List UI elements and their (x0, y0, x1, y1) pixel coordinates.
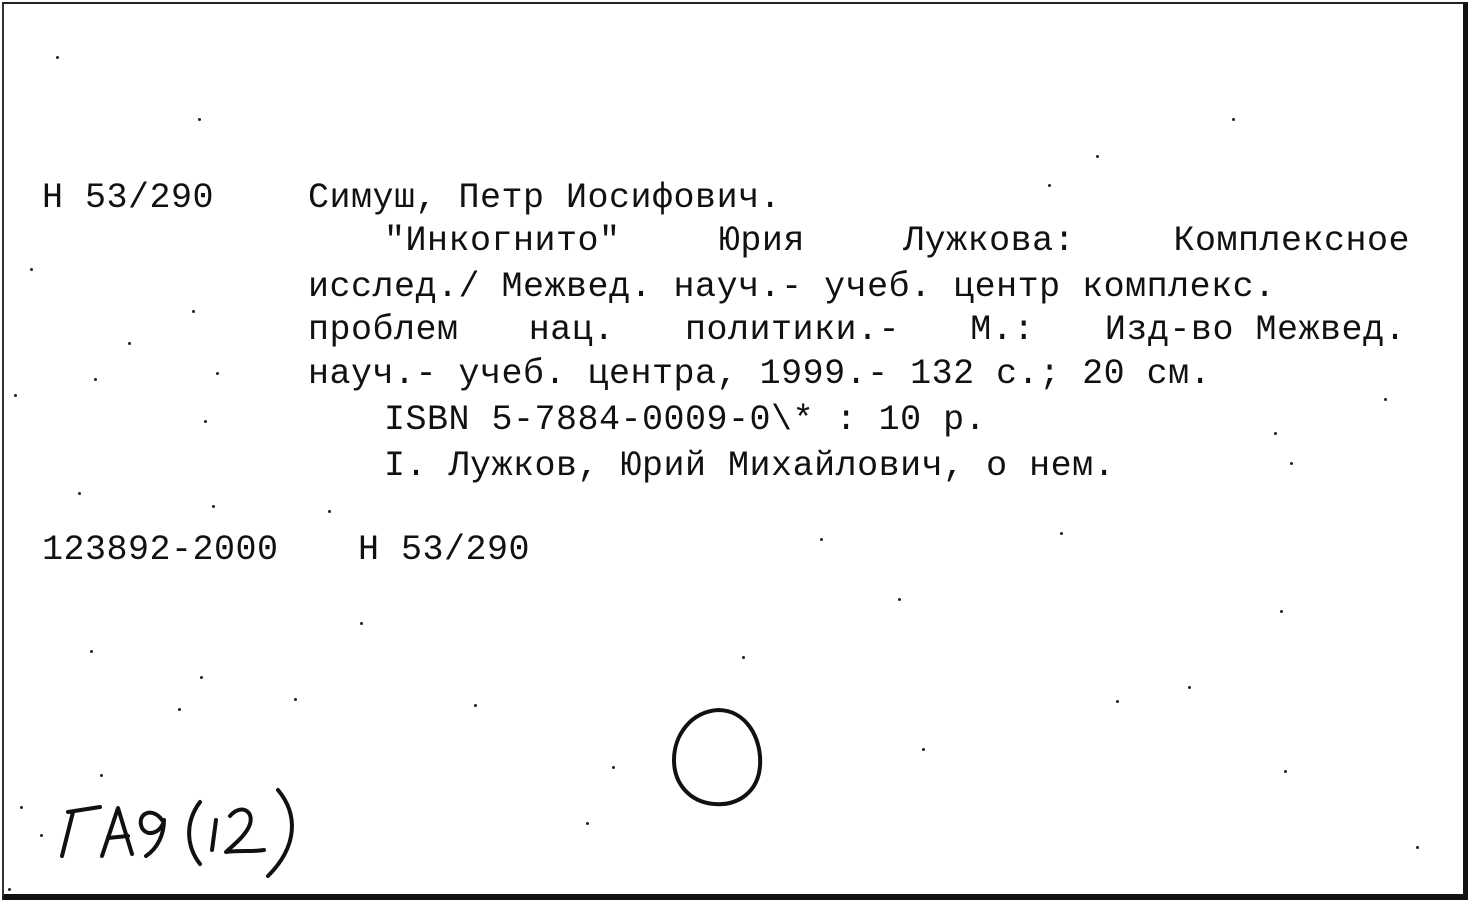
title-word: "Инкогнито" (384, 221, 621, 261)
scan-speck (14, 394, 17, 397)
description-line-3 (308, 310, 1406, 350)
scan-speck (128, 342, 131, 345)
punch-hole-icon (664, 702, 768, 812)
subject-entry: I. Лужков, Юрий Михайлович, о нем. (384, 446, 1116, 486)
author-heading: Симуш, Петр Иосифович. (308, 178, 782, 218)
scan-speck (90, 650, 93, 653)
scan-speck (1060, 532, 1063, 535)
scan-speck (204, 420, 207, 423)
scan-speck (1096, 155, 1099, 158)
scan-speck (40, 834, 43, 837)
scan-speck (56, 56, 59, 59)
scan-speck (922, 748, 925, 751)
scan-speck (1116, 700, 1119, 703)
scan-speck (212, 505, 215, 508)
scan-speck (360, 622, 363, 625)
call-number: Н 53/290 (42, 178, 215, 218)
description-word: политики.- (684, 310, 900, 350)
scan-speck (612, 766, 615, 769)
accession-number: 123892-2000 (42, 530, 279, 570)
title-word: Комплексное (1173, 221, 1410, 261)
description-word: Изд-во Межвед. (1104, 310, 1406, 350)
scan-speck (94, 378, 97, 381)
scan-speck (1284, 770, 1287, 773)
scan-speck (742, 656, 745, 659)
scan-speck (1416, 846, 1419, 849)
scan-speck (20, 806, 23, 809)
scan-speck (1232, 118, 1235, 121)
description-line-4: науч.- учеб. центра, 1999.- 132 с.; 20 см. (308, 354, 1212, 394)
title-word: Лужкова: (903, 221, 1076, 261)
scan-speck (100, 774, 103, 777)
description-line-2: исслед./ Межвед. науч.- учеб. центр комплекс. (308, 267, 1276, 307)
scan-speck (1384, 398, 1387, 401)
scan-speck (8, 888, 11, 891)
scan-speck (30, 268, 33, 271)
scan-speck (586, 822, 589, 825)
title-line (384, 221, 1410, 261)
scan-speck (192, 310, 195, 313)
scan-speck (898, 598, 901, 601)
scan-speck (294, 698, 297, 701)
scan-speck (1280, 610, 1283, 613)
title-word: Юрия (718, 221, 805, 261)
scan-speck (198, 118, 201, 121)
scan-speck (328, 510, 331, 513)
accession-call-number: Н 53/290 (358, 530, 531, 570)
handwritten-shelf-mark (40, 780, 320, 890)
scan-speck (474, 704, 477, 707)
isbn-line: ISBN 5-7884-0009-0\* : 10 р. (384, 400, 987, 440)
description-word: проблем (308, 310, 459, 350)
description-word: нац. (528, 310, 615, 350)
scan-speck (1274, 432, 1277, 435)
scan-speck (1290, 462, 1293, 465)
scan-speck (820, 538, 823, 541)
scan-speck (78, 492, 81, 495)
scan-speck (1048, 184, 1051, 187)
scan-speck (216, 372, 219, 375)
scan-speck (200, 676, 203, 679)
scan-speck (178, 708, 181, 711)
description-word: М.: (970, 310, 1035, 350)
scan-speck (1188, 686, 1191, 689)
